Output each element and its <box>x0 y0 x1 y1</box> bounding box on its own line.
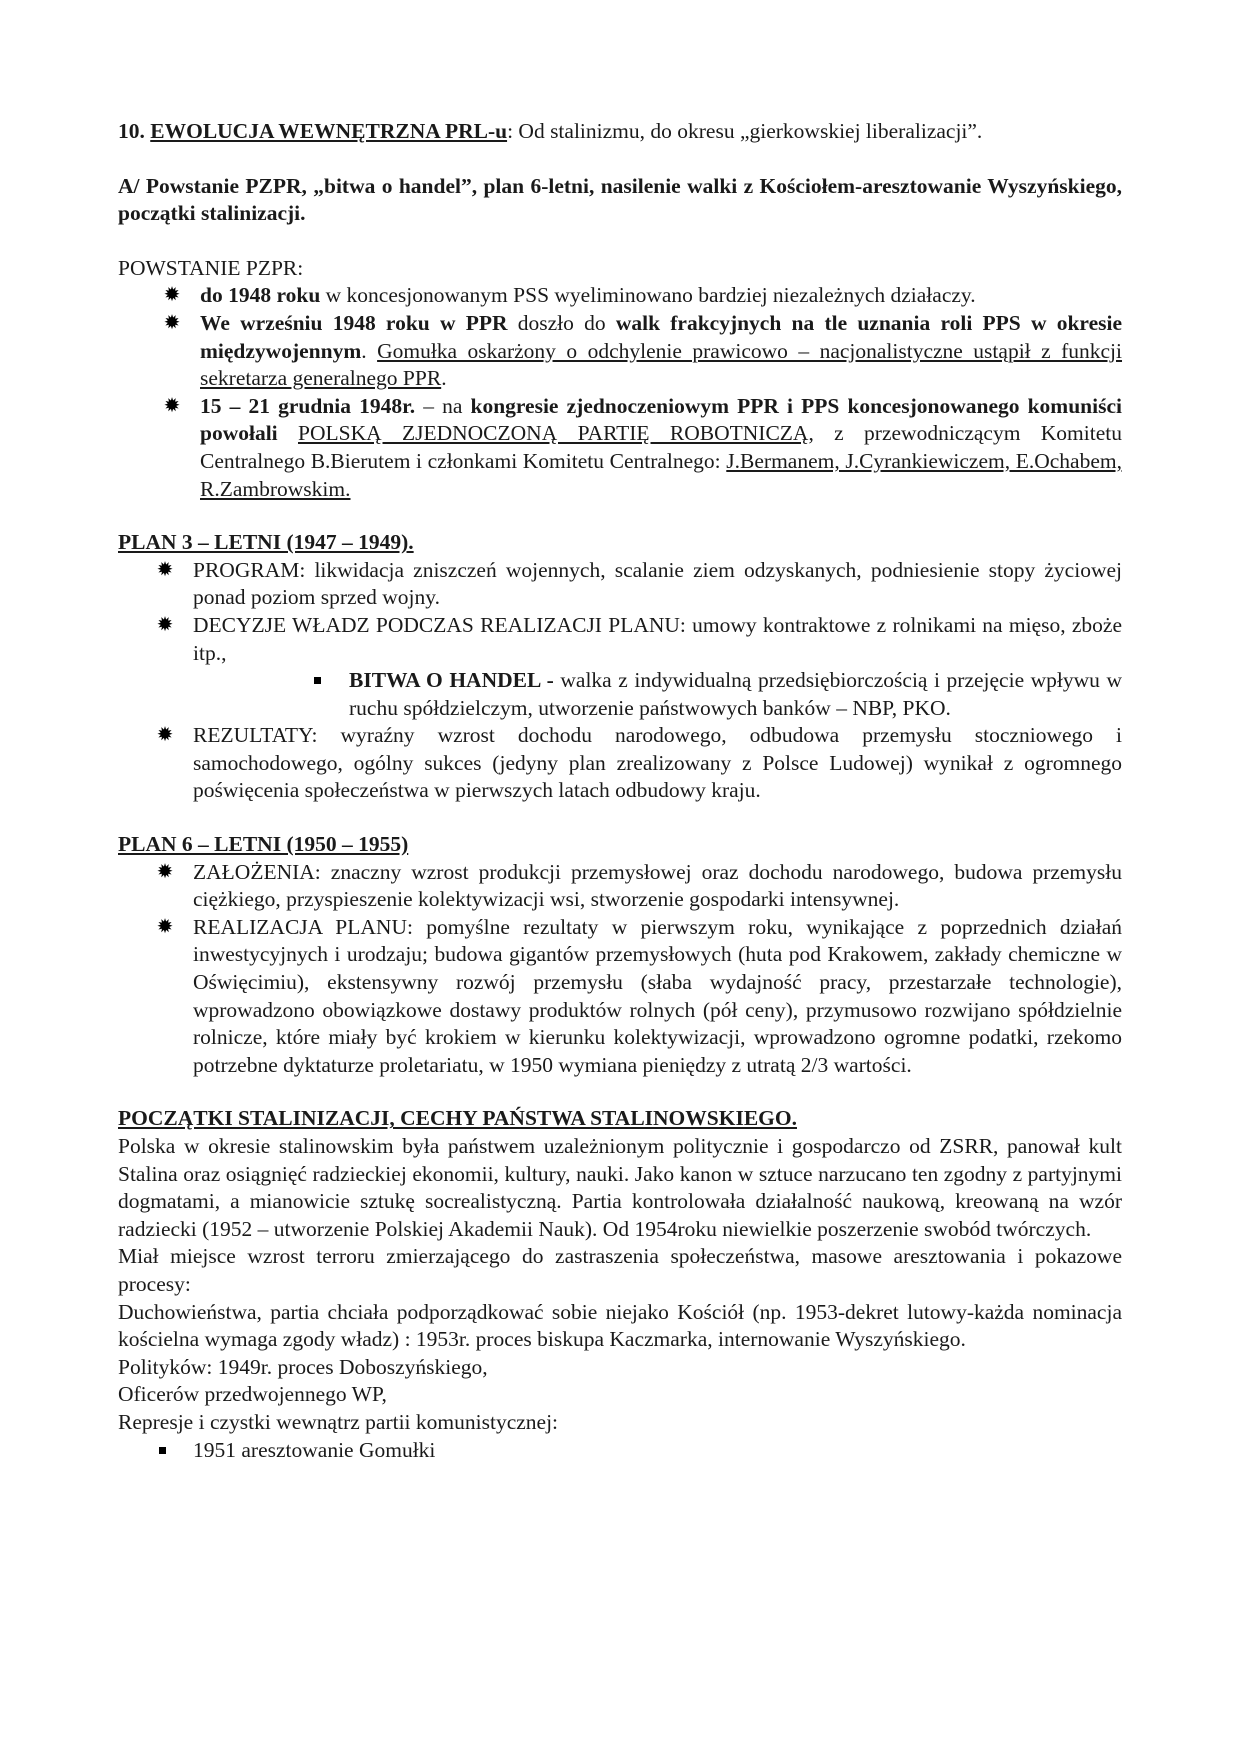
plan6-list <box>118 859 1122 1080</box>
list-item: 1951 aresztowanie Gomułki <box>118 1437 1122 1465</box>
plan3-heading: PLAN 3 – LETNI (1947 – 1949). <box>118 530 414 555</box>
asterisk-bullet-icon: ✹ <box>163 311 181 334</box>
asterisk-bullet-icon: ✹ <box>156 724 174 747</box>
asterisk-bullet-icon: ✹ <box>156 613 174 636</box>
square-bullet-icon <box>159 1447 166 1454</box>
stalin-paragraph-2: Miał miejsce wzrost terroru zmierzającego do zastraszenia społeczeństwa, masowe aresztowania i pokazowe procesy: <box>118 1244 1122 1296</box>
title-rest: : Od stalinizmu, do okresu „gierkowskiej liberalizacji”. <box>507 119 983 143</box>
stalin-paragraph-1: Polska w okresie stalinowskim była państwem uzależnionym politycznie i gospodarczo od ZSRR, panował kult Stalina oraz osiągnięć radzieckiej ekonomii, kultury, nauki. Jako kanon w sztuce narzucano ten zgodny z partyjnymi dogmatami, a mianowicie sztukę socrealistyczną. Partia kontrolowała działalność naukową, kreowaną na wzór radziecki (1952 – utworzenie Polskiej Akademii Nauk). Od 1954roku niewielkie poszerzenie swobód twórczych. <box>118 1134 1122 1241</box>
stalin-paragraph-3: Duchowieństwa, partia chciała podporządkować sobie niejako Kościół (np. 1953-dekret lutowy-każda nominacja kościelna wymaga zgody władz) : 1953r. proces biskupa Kaczmarka, internowanie Wyszyńskiego. <box>118 1299 1122 1352</box>
asterisk-bullet-icon: ✹ <box>163 284 181 307</box>
list-item: ✹ REZULTATY: wyraźny wzrost dochodu narodowego, odbudowa przemysłu stoczniowego i samochodowego, ogólny sukces (jedyny plan zrealizowany z Polsce Ludowej) wynikał z ogromnego poświęcenia społeczeństwa w pierwszych latach odbudowy kraju. <box>156 723 1122 803</box>
list-item: ✹ PROGRAM: likwidacja zniszczeń wojennych, scalanie ziem odzyskanych, podniesienie stopy życiowej ponad poziom sprzed wojny. <box>156 557 1122 610</box>
list-item: ✹ ZAŁOŻENIA: znaczny wzrost produkcji przemysłowej oraz dochodu narodowego, budowa przemysłu ciężkiego, przyspieszenie kolektywizacji wsi, stworzenie gospodarki intensywnej. <box>156 859 1122 912</box>
document-body <box>118 118 1122 1464</box>
stalin-heading: POCZĄTKI STALINIZACJI, CECHY PAŃSTWA STALINOWSKIEGO. <box>118 1106 797 1131</box>
list-item: ✹ DECYZJE WŁADZ PODCZAS REALIZACJI PLANU: umowy kontraktowe z rolnikami na mięso, zboże itp., <box>156 612 1122 665</box>
title-main: EWOLUCJA WEWNĘTRZNA PRL-u <box>150 119 508 143</box>
list-item: ✹ We wrześniu 1948 roku w PPR doszło do walk frakcyjnych na tle uznania roli PPS w okresie międzywojennym. Gomułka oskarżony o odchylenie prawicowo – nacjonalistyczne ustąpił z funkcji sekretarza generalnego PPR. <box>163 310 1123 391</box>
list-item: ✹ 15 – 21 grudnia 1948r. – na kongresie zjednoczeniowym PPR i PPS koncesjonowanego komuniści powołali POLSKĄ ZJEDNOCZONĄ PARTIĘ ROBOTNICZĄ, z przewodniczącym Komitetu Centralnego B.Bierutem i członkami Komitetu Centralnego: J.Bermanem, J.Cyrankiewiczem, E.Ochabem, R.Zambrowskim. <box>163 393 1122 501</box>
plan3-list <box>118 557 1122 667</box>
stalin-paragraph-4: Polityków: 1949r. proces Doboszyńskiego, <box>118 1354 488 1379</box>
square-bullet-icon <box>314 677 321 684</box>
asterisk-bullet-icon: ✹ <box>163 394 181 417</box>
list-item: BITWA O HANDEL - walka z indywidualną przedsiębiorczością i przejęcie wpływu w ruchu spółdzielczym, utworzenie państwowych banków – NBP, PKO. <box>118 667 1122 722</box>
stalin-paragraph-6: Represje i czystki wewnątrz partii komunistycznej: <box>118 1409 559 1434</box>
document-title <box>118 118 1122 146</box>
list-item: ✹ do 1948 roku w koncesjonowanym PSS wyeliminowano bardziej niezależnych działaczy. <box>118 282 1122 310</box>
list-item: ✹ REALIZACJA PLANU: pomyślne rezultaty w pierwszym roku, wynikające z poprzednich działań inwestycyjnych i urodzaju; budowa gigantów przemysłowych (huta pod Krakowem, zakłady chemiczne w Oświęcimiu), ekstensywny rozwój przemysłu (słaba wydajność pracy, przestarzałe technologie), wprowadzono obowiązkowe dostawy produktów rolnych (pół ceny), przymusowo rozwijano spółdzielnie rolnicze, które miały być krokiem w kierunku kolektywizacji, wprowadzono ogromne podatki, rzekomo potrzebne dyktaturze proletariatu, w 1950 wymiana pieniędzy z utratą 2/3 wartości. <box>156 914 1122 1077</box>
stalin-list <box>118 1437 1122 1465</box>
asterisk-bullet-icon: ✹ <box>156 860 174 883</box>
plan6-heading: PLAN 6 – LETNI (1950 – 1955) <box>118 832 409 857</box>
pzpr-list <box>118 282 1122 503</box>
pzpr-heading: POWSTANIE PZPR: <box>118 255 304 280</box>
plan3-sublist <box>118 667 1122 722</box>
plan3-list-cont <box>118 722 1122 805</box>
asterisk-bullet-icon: ✹ <box>156 558 174 581</box>
title-number: 10. <box>118 119 145 143</box>
section-a-heading: A/ Powstanie PZPR, „bitwa o handel”, plan 6-letni, nasilenie walki z Kościołem-aresztowanie Wyszyńskiego, początki stalinizacji. <box>118 173 1122 226</box>
asterisk-bullet-icon: ✹ <box>156 915 174 938</box>
stalin-paragraph-5: Oficerów przedwojennego WP, <box>118 1382 387 1407</box>
